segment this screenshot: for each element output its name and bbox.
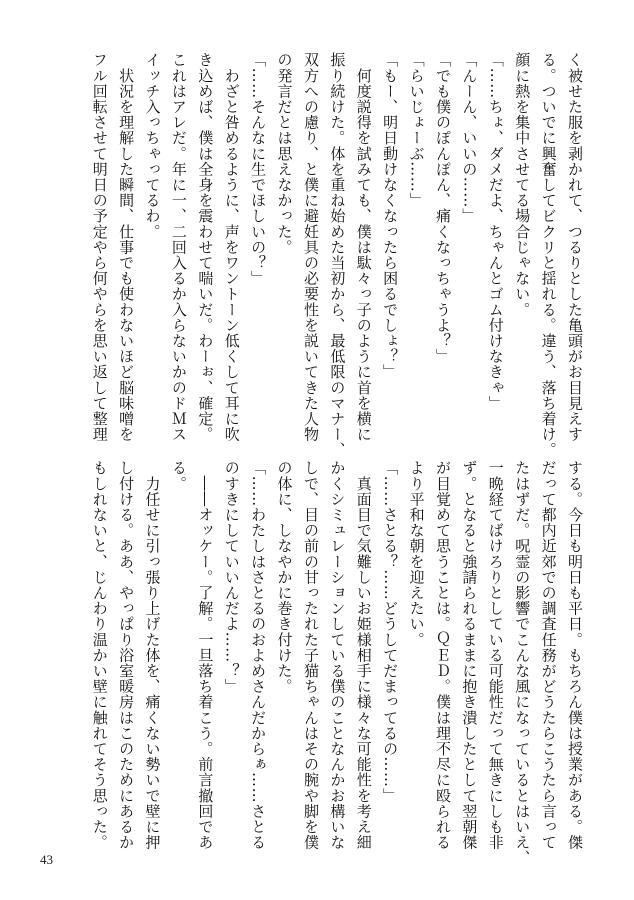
lower-text-block	[86, 460, 588, 866]
text-line: 「……ちょ、ダメだよ、ちゃんとゴム付けなきゃ」	[486, 52, 505, 411]
text-line: もしれないと、じんわり温かい壁に触れてそう思った。	[90, 460, 109, 850]
text-line: 振り続けた。体を重ね始めた当初から、最低限のマナー、	[328, 52, 347, 458]
text-line: 「……さとる？……どうしてだまってるの……」	[381, 460, 400, 804]
text-line: の体に、しなやかに巻き付けた。	[275, 460, 294, 694]
text-line: 状況を理解した瞬間、仕事でも使わないほど脳味噌を	[117, 52, 136, 442]
text-line: より平和な朝を迎えたい。	[407, 460, 426, 648]
text-line: 「……わたしはさとるのおよめさんだからぁ……さとる	[249, 460, 268, 850]
text-line: 双方への慮り、と僕に避妊具の必要性を説いてきた人物	[301, 52, 320, 442]
upper-text-block	[86, 52, 588, 458]
text-line: する。今日も明日も平日。もちろん僕は授業がある。傑	[566, 460, 584, 850]
text-line: ――オッケー。了解。一旦落ち着こう。前言撤回であ	[196, 460, 215, 850]
text-line: わざと咎めるように、声をワントーン低くして耳に吹	[222, 52, 241, 442]
text-line: ず。となると強請られるままに抱き潰したとして翌朝傑	[460, 460, 479, 850]
text-line: 何度説得を試みても、僕は駄々っ子のように首を横に	[354, 52, 373, 442]
text-line: 「……そんなに生でほしいの？」	[249, 52, 268, 286]
text-line: たはずだ。呪霊の影響でこんな風になっているとはいえ、	[513, 460, 532, 866]
text-line: 「んーん、いいの……」	[460, 52, 479, 224]
text-line: 「でも僕のぽんぽん、痛くなっちゃうよ？」	[433, 52, 452, 364]
page-number: 43	[40, 852, 53, 867]
text-line: 一晩経てばけろりとしている可能性だって無きにしも非	[486, 460, 505, 850]
text-line: く被せた服を剥かれて、つるりとした亀頭がお目見えす	[566, 52, 584, 442]
text-line: これはアレだ。年に一、二回入るか入らないかのドＭス	[169, 52, 188, 442]
text-line: 真面目で気難しいお姫様相手に様々な可能性を考え細	[354, 460, 373, 850]
text-line: 「もー、明日動けなくなったら困るでしょ？」	[381, 52, 400, 380]
text-line: き込めば、僕は全身を震わせて喘いだ。わーぉ、確定。	[196, 52, 215, 442]
text-line: し付ける。ああ、やっぱり浴室暖房はこのためにあるか	[117, 460, 136, 850]
text-line: イッチ入っちゃってるわ。	[143, 52, 162, 240]
text-line: のすきにしていいんだよ……？」	[222, 460, 241, 694]
text-line: かくシミュレーションしている僕のことなんかお構いな	[328, 460, 347, 850]
text-line: 力任せに引っ張り上げた体を、痛くない勢いで壁に押	[143, 460, 162, 850]
text-line: が目覚めて思うことは。ＱＥＤ。僕は理不尽に殴られる	[433, 460, 452, 850]
text-line: る。ついでに興奮してビクリと揺れる。違う、落ち着け。	[539, 52, 558, 458]
text-line: 顔に熱を集中させてる場合じゃない。	[513, 52, 532, 318]
text-line: フル回転させて明日の予定やら何やらを思い返して整理	[90, 52, 109, 442]
text-line: る。	[169, 460, 188, 492]
text-line: 「らいじょーぶ……」	[407, 52, 426, 208]
text-line: の発言だとは思えなかった。	[275, 52, 294, 255]
text-line: だって都内近郊での調査任務がどうたらこうたら言って	[539, 460, 558, 850]
text-line: しで、目の前の甘ったれた子猫ちゃんはその腕や脚を僕	[301, 460, 320, 850]
